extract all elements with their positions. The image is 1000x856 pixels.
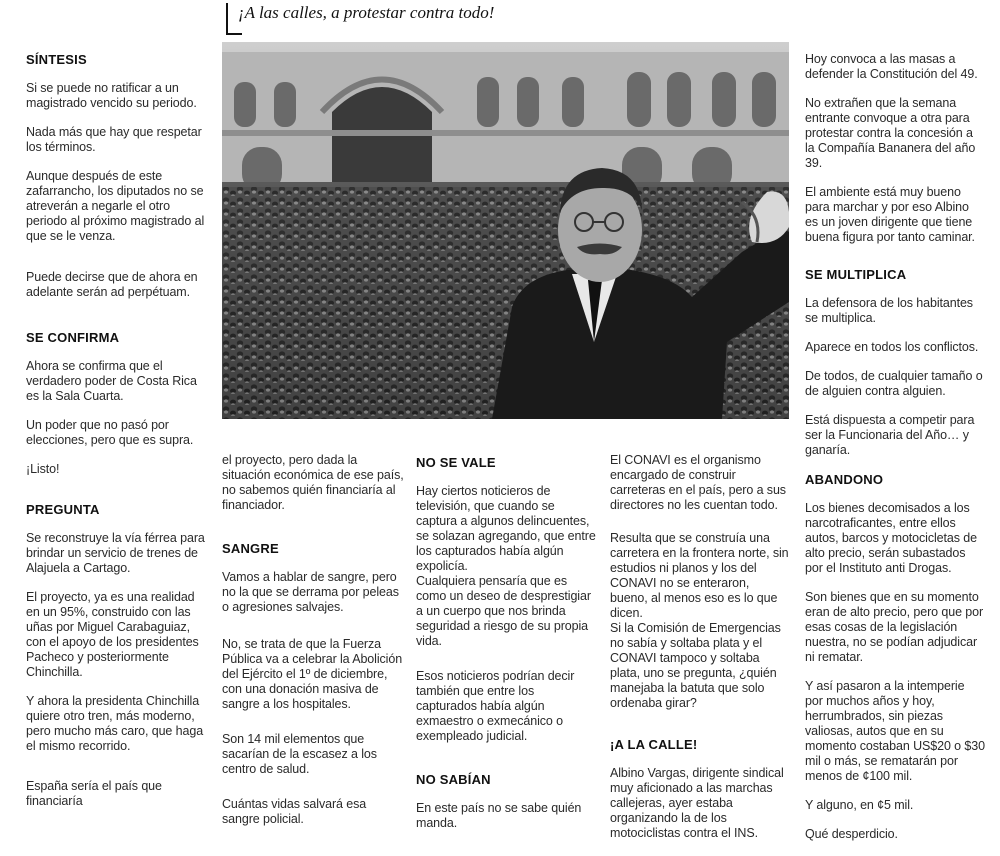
paragraph: No, se trata de que la Fuerza Pública va a celebrar la Abolición del Ejército el 1º de diciembre, con una donación masiva de sangre a los hospitales.	[222, 637, 403, 711]
paragraph: Y ahora la presidenta Chinchilla quiere otro tren, más moderno, pero mucho más caro, que haga el mismo recorrido.	[26, 694, 204, 753]
section-title-se-multiplica: SE MULTIPLICA	[805, 267, 907, 282]
section-title-sangre: SANGRE	[222, 541, 279, 556]
paragraph: Los bienes decomisados a los narcotraficantes, entre ellos autos, barcos y motocicletas de alto precio, serán subastados por el Instituto anti Drogas.	[805, 501, 977, 575]
column-2	[222, 453, 404, 841]
paragraph: Hoy convoca a las masas a defender la Constitución del 49.	[805, 52, 978, 81]
paragraph: Vamos a hablar de sangre, pero no la que se derrama por peleas o agresiones salvajes.	[222, 570, 399, 614]
column-1	[26, 52, 206, 823]
paragraph: En este país no se sabe quién manda.	[416, 801, 582, 830]
paragraph: Si se puede no ratificar a un magistrado vencido su periodo.	[26, 81, 197, 110]
paragraph: El ambiente está muy bueno para marchar y por eso Albino es un joven dirigente que tiene buena figura por tanto caminar.	[805, 185, 975, 244]
paragraph: Esos noticieros podrían decir también que entre los capturados había algún exmaestro o exmecánico o exempleado judicial.	[416, 669, 575, 743]
paragraph: La defensora de los habitantes se multiplica.	[805, 296, 973, 325]
paragraph: El CONAVI es el organismo encargado de construir carreteras en el país, pero a sus directores no les cuentan todo.	[610, 453, 786, 512]
paragraph: No extrañen que la semana entrante convoque a otra para protestar contra la concesión a la Compañía Bananera del año 39.	[805, 96, 976, 170]
paragraph: Se reconstruye la vía férrea para brindar un servicio de trenes de Alajuela a Cartago.	[26, 531, 205, 575]
paragraph: De todos, de cualquier tamaño o de alguien contra alguien.	[805, 369, 983, 398]
paragraph: Hay ciertos noticieros de televisión, que cuando se captura a algunos delincuentes, se solazan agregando, que entre los capturados había algún expolicía.	[416, 484, 596, 573]
section-title-sintesis: SÍNTESIS	[26, 52, 87, 67]
column-5	[805, 52, 985, 856]
paragraph: Nada más que hay que respetar los términos.	[26, 125, 202, 154]
paragraph: Albino Vargas, dirigente sindical muy aficionado a las marchas callejeras, ayer estaba organizando la de los motociclistas contra el INS.	[610, 766, 784, 840]
column-3	[416, 455, 596, 845]
section-title-no-sabian: NO SABÍAN	[416, 772, 491, 787]
paragraph: España sería el país que financiaría	[26, 779, 162, 808]
paragraph: Cuántas vidas salvará esa sangre policial.	[222, 797, 367, 826]
paragraph: Son 14 mil elementos que sacarían de la escasez a los centro de salud.	[222, 732, 377, 776]
paragraph: Qué desperdicio.	[805, 827, 898, 841]
paragraph: Y así pasaron a la intemperie por muchos años y hoy, herrumbrados, sin piezas valiosas, autos que en su momento costaban US$20 o $30 mil o más, se rematarán por menos de ¢100 mil.	[805, 679, 985, 783]
paragraph: Está dispuesta a competir para ser la Funcionaria del Año… y ganaría.	[805, 413, 975, 457]
section-title-no-se-vale: NO SE VALE	[416, 455, 496, 470]
paragraph: Son bienes que en su momento eran de alto precio, pero que por esas cosas de la legislación nuestra, no se podían adjudicar ni rematar.	[805, 590, 984, 664]
paragraph: el proyecto, pero dada la situación económica de ese país, no sabemos quién financiaría al financiador.	[222, 453, 404, 512]
photo-crowd-speaker	[222, 42, 789, 419]
paragraph: Y alguno, en ¢5 mil.	[805, 798, 914, 812]
paragraph: Un poder que no pasó por elecciones, pero que es supra.	[26, 418, 194, 447]
news-photo	[222, 42, 789, 419]
paragraph: Puede decirse que de ahora en adelante serán ad perpétuam.	[26, 270, 198, 299]
paragraph: ¡Listo!	[26, 462, 60, 476]
column-4	[610, 453, 790, 855]
section-title-a-la-calle: ¡A LA CALLE!	[610, 737, 698, 752]
paragraph: Resulta que se construía una carretera en la frontera norte, sin estudios ni planos y los del CONAVI no se enteraron, bueno, al menos eso es lo que dicen.	[610, 531, 789, 620]
paragraph: Aunque después de este zafarrancho, los diputados no se atreverán a negarle el otro periodo al próximo magistrado al que se le venza.	[26, 169, 205, 243]
section-title-se-confirma: SE CONFIRMA	[26, 330, 120, 345]
paragraph: Ahora se confirma que el verdadero poder de Costa Rica es la Sala Cuarta.	[26, 359, 197, 403]
paragraph: El proyecto, ya es una realidad en un 95%, construido con las uñas por Miguel Carabaguiaz, con el apoyo de los presidentes Pacheco y posteriormente Chinchilla.	[26, 590, 199, 679]
section-title-abandono: ABANDONO	[805, 472, 884, 487]
paragraph: Aparece en todos los conflictos.	[805, 340, 979, 354]
section-title-pregunta: PREGUNTA	[26, 502, 100, 517]
paragraph: Si la Comisión de Emergencias no sabía y soltaba plata y el CONAVI tampoco y soltaba plata, uno se pregunta, ¿quién manejaba la batuta que solo ordenaba girar?	[610, 621, 781, 710]
headline-text: ¡A las calles, a protestar contra todo!	[238, 3, 495, 22]
paragraph: Cualquiera pensaría que es como un deseo de desprestigiar a un cuerpo que nos brinda seguridad a riesgo de su propia vida.	[416, 574, 591, 648]
